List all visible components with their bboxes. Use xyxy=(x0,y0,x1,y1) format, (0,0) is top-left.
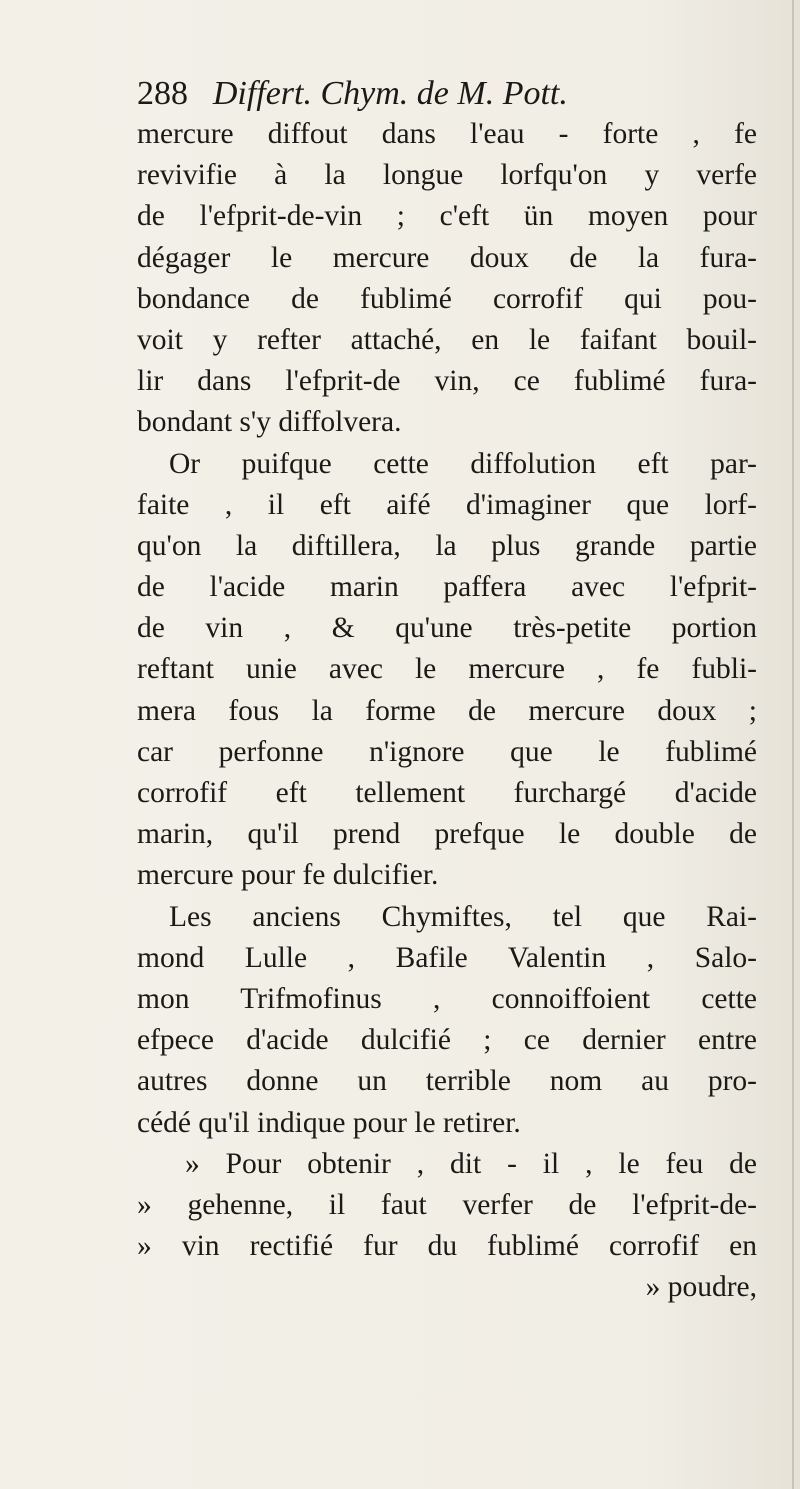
running-title: Differt. Chym. de M. Pott. xyxy=(212,75,568,112)
text-line: efpece d'acide dulcifié ; ce dernier entre xyxy=(137,1024,757,1057)
text-line: mercure pour fe dulcifier. xyxy=(137,859,439,892)
text-line: qu'on la diftillera, la plus grande partie xyxy=(137,529,757,562)
text-line: mera fous la forme de mercure doux ; xyxy=(137,694,757,727)
text-line: bondance de fublimé corrofif qui pou- xyxy=(137,282,757,315)
text-line: faite , il eft aifé d'imaginer que lorf- xyxy=(137,488,757,521)
text-line: car perfonne n'ignore que le fublimé xyxy=(137,735,757,768)
text-line: dégager le mercure doux de la fura- xyxy=(137,241,757,274)
text-line: marin, qu'il prend prefque le double de xyxy=(137,818,757,851)
text-line: revivifie à la longue lorfqu'on y verfe xyxy=(137,159,757,192)
text-line: reftant unie avec le mercure , fe fubli- xyxy=(137,653,757,686)
text-line: autres donne un terrible nom au pro- xyxy=(137,1065,757,1098)
paragraph-start-line: Les anciens Chymiftes, tel que Rai- xyxy=(169,900,757,933)
paragraph-start-line: Or puifque cette diffolution eft par- xyxy=(169,447,757,480)
catchword-line: » poudre, xyxy=(645,1271,757,1304)
text-line: de vin , & qu'une très-petite portion xyxy=(137,612,757,645)
quote-line: » gehenne, il faut verfer de l'efprit-de- xyxy=(137,1188,757,1221)
page-header xyxy=(137,68,677,118)
text-line: lir dans l'efprit-de vin, ce fublimé fura- xyxy=(137,365,757,398)
body-text xyxy=(137,114,757,1308)
text-line: corrofif eft tellement furchargé d'acide xyxy=(137,777,757,809)
text-line: de l'efprit-de-vin ; c'eft ün moyen pour xyxy=(137,200,757,233)
text-line: voit y refter attaché, en le faifant bouil- xyxy=(137,323,757,356)
quote-line: » vin rectifié fur du fublimé corrofif en xyxy=(137,1230,757,1263)
text-line: mond Lulle , Bafile Valentin , Salo- xyxy=(137,941,757,974)
text-line: cédé qu'il indique pour le retirer. xyxy=(137,1106,521,1139)
page-edge xyxy=(792,0,794,1489)
text-line: mercure diffout dans l'eau - forte , fe xyxy=(137,118,757,150)
quote-line: » Pour obtenir , dit - il , le feu de xyxy=(185,1147,757,1180)
page-number: 288 xyxy=(137,75,188,112)
text-line: mon Trifmofinus , connoiffoient cette xyxy=(137,982,757,1015)
text-line: de l'acide marin paffera avec l'efprit- xyxy=(137,571,757,604)
text-line: bondant s'y diffolvera. xyxy=(137,406,402,439)
